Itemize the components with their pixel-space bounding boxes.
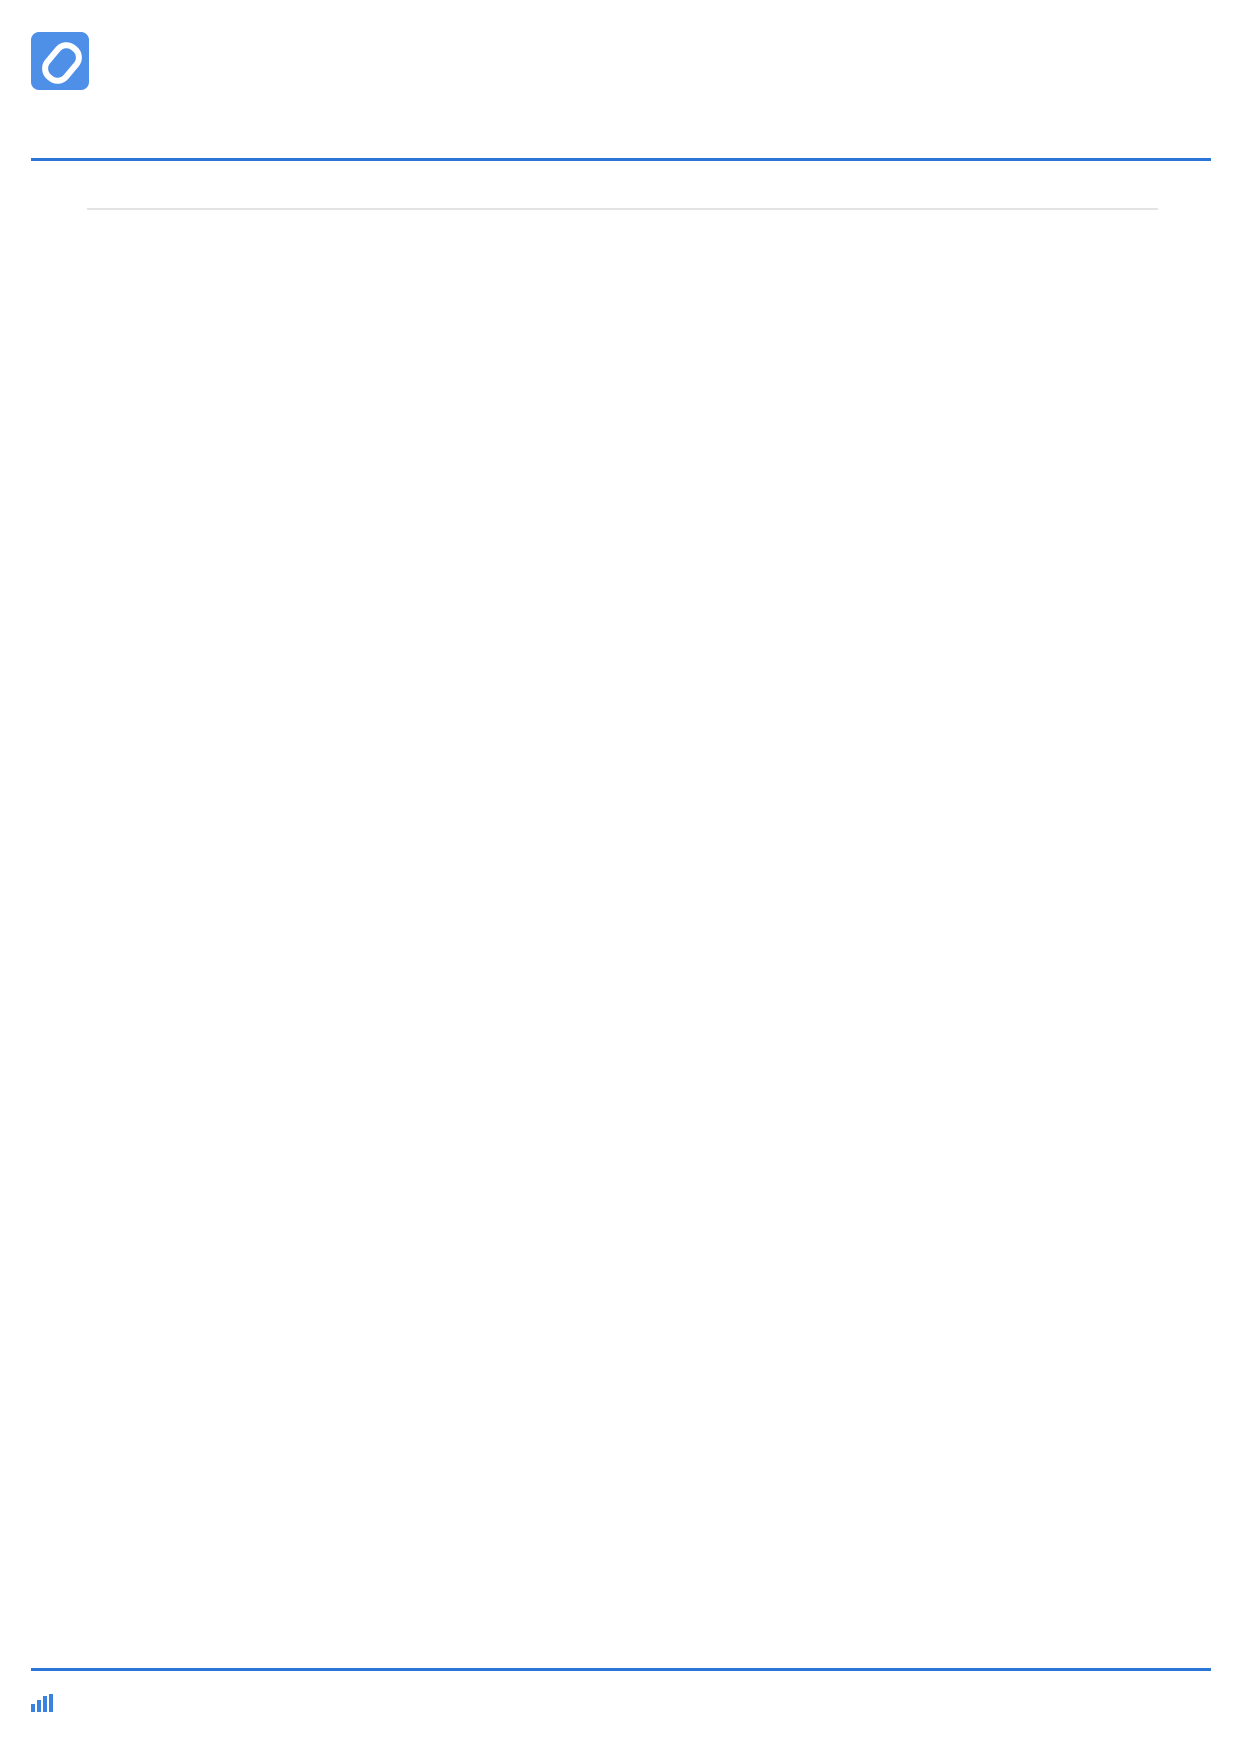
continuation-text xyxy=(922,160,1158,208)
dashpivot-logo-icon xyxy=(31,1694,55,1712)
logo xyxy=(31,32,97,90)
continuation-row xyxy=(87,160,1158,210)
page-header xyxy=(31,0,1211,161)
logo-icon xyxy=(31,32,89,90)
page-footer xyxy=(31,1668,1211,1671)
form-content xyxy=(87,160,1158,210)
generated-with xyxy=(31,1691,68,1714)
